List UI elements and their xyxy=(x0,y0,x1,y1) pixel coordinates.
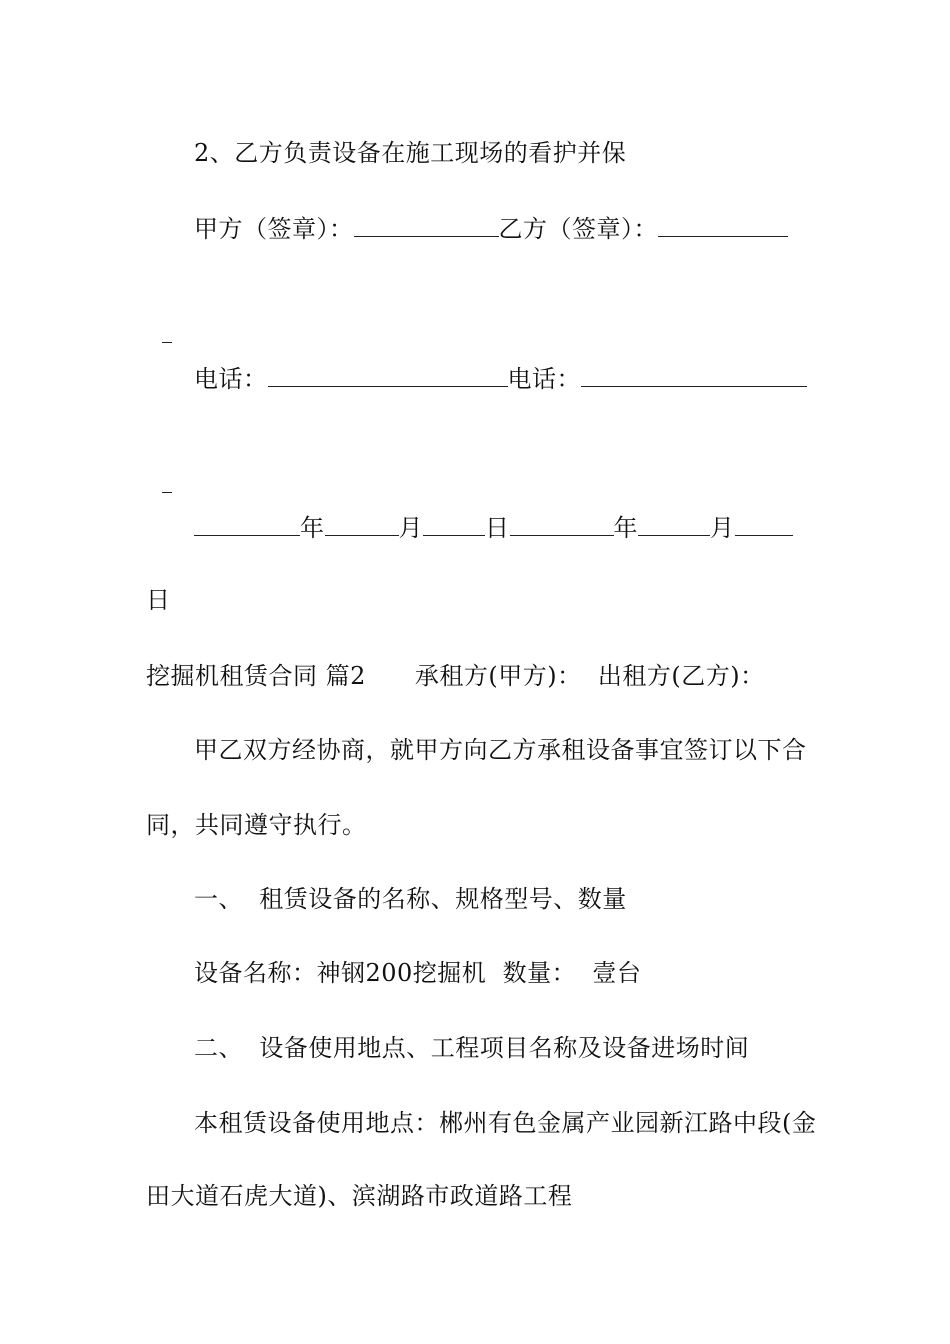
equipment-name-line: 设备名称：神钢200挖掘机 数量： 壹台 xyxy=(194,959,642,987)
month-b-blank[interactable] xyxy=(638,511,710,536)
year-b-label: 年 xyxy=(613,514,638,542)
section-2-heading: 二、 设备使用地点、工程项目名称及设备进场时间 xyxy=(194,1034,750,1062)
usage-location-line-1: 本租赁设备使用地点：郴州有色金属产业园新江路中段(金 xyxy=(194,1109,817,1137)
phone-row xyxy=(194,362,812,394)
day-b-label: 日 xyxy=(146,586,171,614)
party-b-signature-blank[interactable] xyxy=(658,212,788,237)
intro-paragraph-line-1: 甲乙双方经协商，就甲方向乙方承租设备事宜签订以下合 xyxy=(194,736,807,764)
party-a-phone-blank[interactable] xyxy=(268,362,508,387)
signature-blank-continuation xyxy=(146,288,812,350)
year-a-label: 年 xyxy=(300,514,325,542)
day-a-blank[interactable] xyxy=(423,511,485,536)
party-a-signature-blank[interactable] xyxy=(354,212,499,237)
month-a-blank[interactable] xyxy=(325,511,399,536)
party-b-phone-label: 电话： xyxy=(507,365,581,393)
day-b-blank[interactable] xyxy=(735,511,793,536)
month-a-label: 月 xyxy=(398,514,423,542)
party-b-signature-label: 乙方（签章）： xyxy=(498,215,658,243)
signature-blank-tail xyxy=(162,318,172,343)
phone-blank-tail xyxy=(162,468,172,493)
year-a-blank[interactable] xyxy=(194,511,300,536)
intro-paragraph-line-2: 同，共同遵守执行。 xyxy=(146,811,367,839)
year-b-blank[interactable] xyxy=(510,511,614,536)
contract-title-line: 挖掘机租赁合同 篇2 承租方(甲方)： 出租方(乙方)： xyxy=(146,662,765,690)
day-a-label: 日 xyxy=(485,514,510,542)
date-row xyxy=(194,511,812,543)
usage-location-line-2: 田大道石虎大道)、滨湖路市政道路工程 xyxy=(146,1182,573,1210)
month-b-label: 月 xyxy=(710,514,735,542)
party-b-phone-blank[interactable] xyxy=(581,362,807,387)
clause-2-text: 2、乙方负责设备在施工现场的看护并保 xyxy=(194,139,627,167)
signature-row xyxy=(194,212,812,244)
section-1-heading: 一、 租赁设备的名称、规格型号、数量 xyxy=(194,885,627,913)
party-a-signature-label: 甲方（签章）： xyxy=(194,215,354,243)
party-a-phone-label: 电话： xyxy=(194,365,268,393)
phone-blank-continuation xyxy=(146,438,812,500)
